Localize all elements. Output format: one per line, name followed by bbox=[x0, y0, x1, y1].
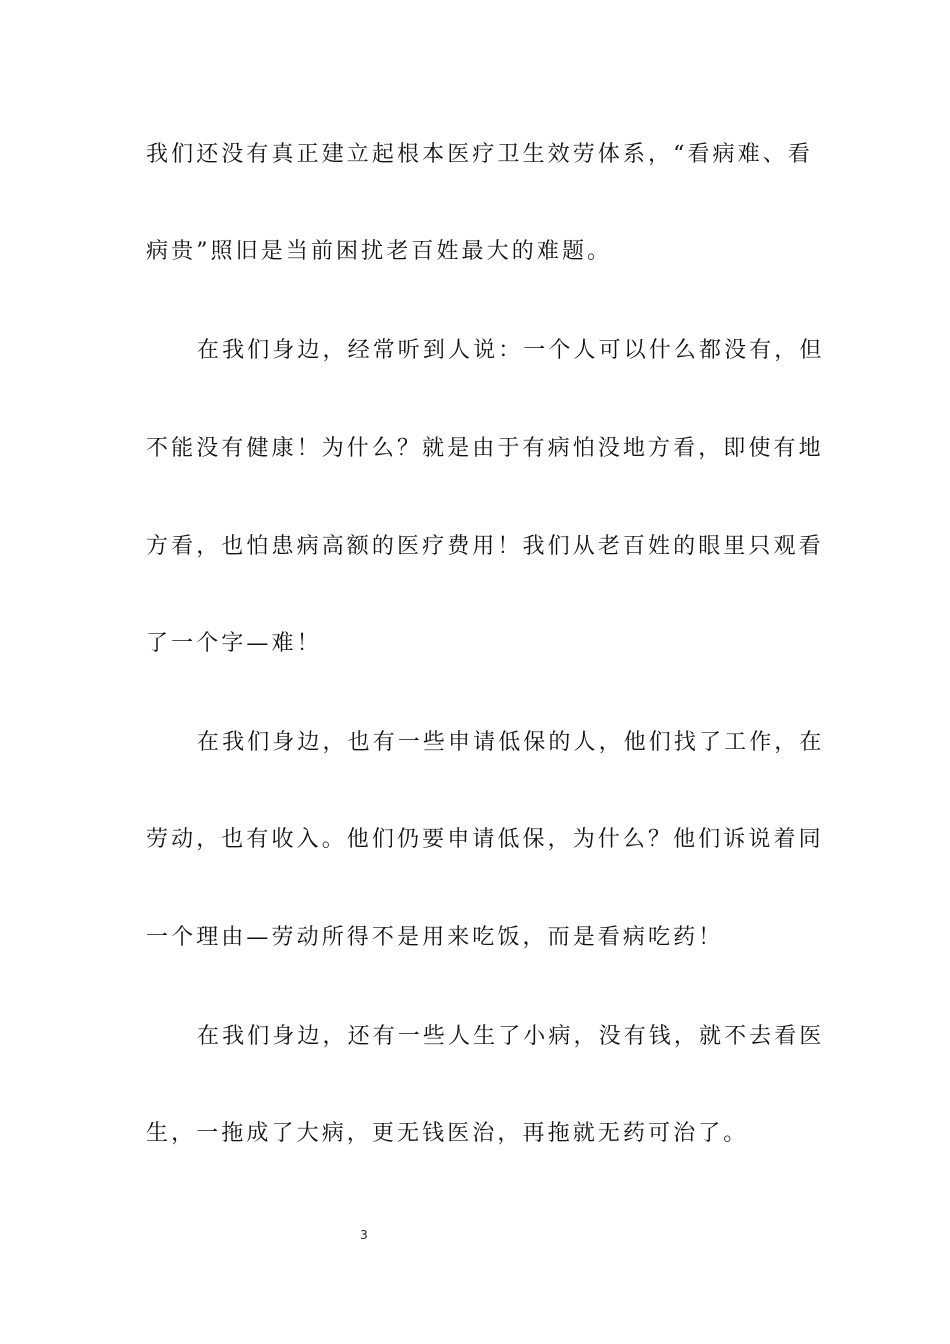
text-line: 劳动，也有收入。他们仍要申请低保，为什么？他们诉说着同 bbox=[146, 827, 824, 852]
paragraph-first-line: 在我们身边，经常听到人说：一个人可以什么都没有，但 bbox=[197, 338, 825, 363]
text-line: 方看，也怕患病高额的医疗费用！我们从老百姓的眼里只观看 bbox=[146, 534, 824, 559]
text-line: 生，一拖成了大病，更无钱医治，再拖就无药可治了。 bbox=[146, 1121, 749, 1146]
text-line: 不能没有健康！为什么？就是由于有病怕没地方看，即使有地 bbox=[146, 436, 824, 461]
text-line: 了一个字—难！ bbox=[146, 631, 322, 656]
paragraph-first-line: 在我们身边，也有一些申请低保的人，他们找了工作，在 bbox=[197, 730, 825, 755]
text-line: 病贵”照旧是当前困扰老百姓最大的难题。 bbox=[146, 239, 613, 264]
text-line: 我们还没有真正建立起根本医疗卫生效劳体系，“看病难、看 bbox=[146, 142, 813, 167]
page-number: 3 bbox=[360, 1228, 368, 1242]
text-line: 一个理由—劳动所得不是用来吃饭，而是看病吃药！ bbox=[146, 925, 724, 950]
paragraph-first-line: 在我们身边，还有一些人生了小病，没有钱，就不去看医 bbox=[197, 1024, 825, 1049]
